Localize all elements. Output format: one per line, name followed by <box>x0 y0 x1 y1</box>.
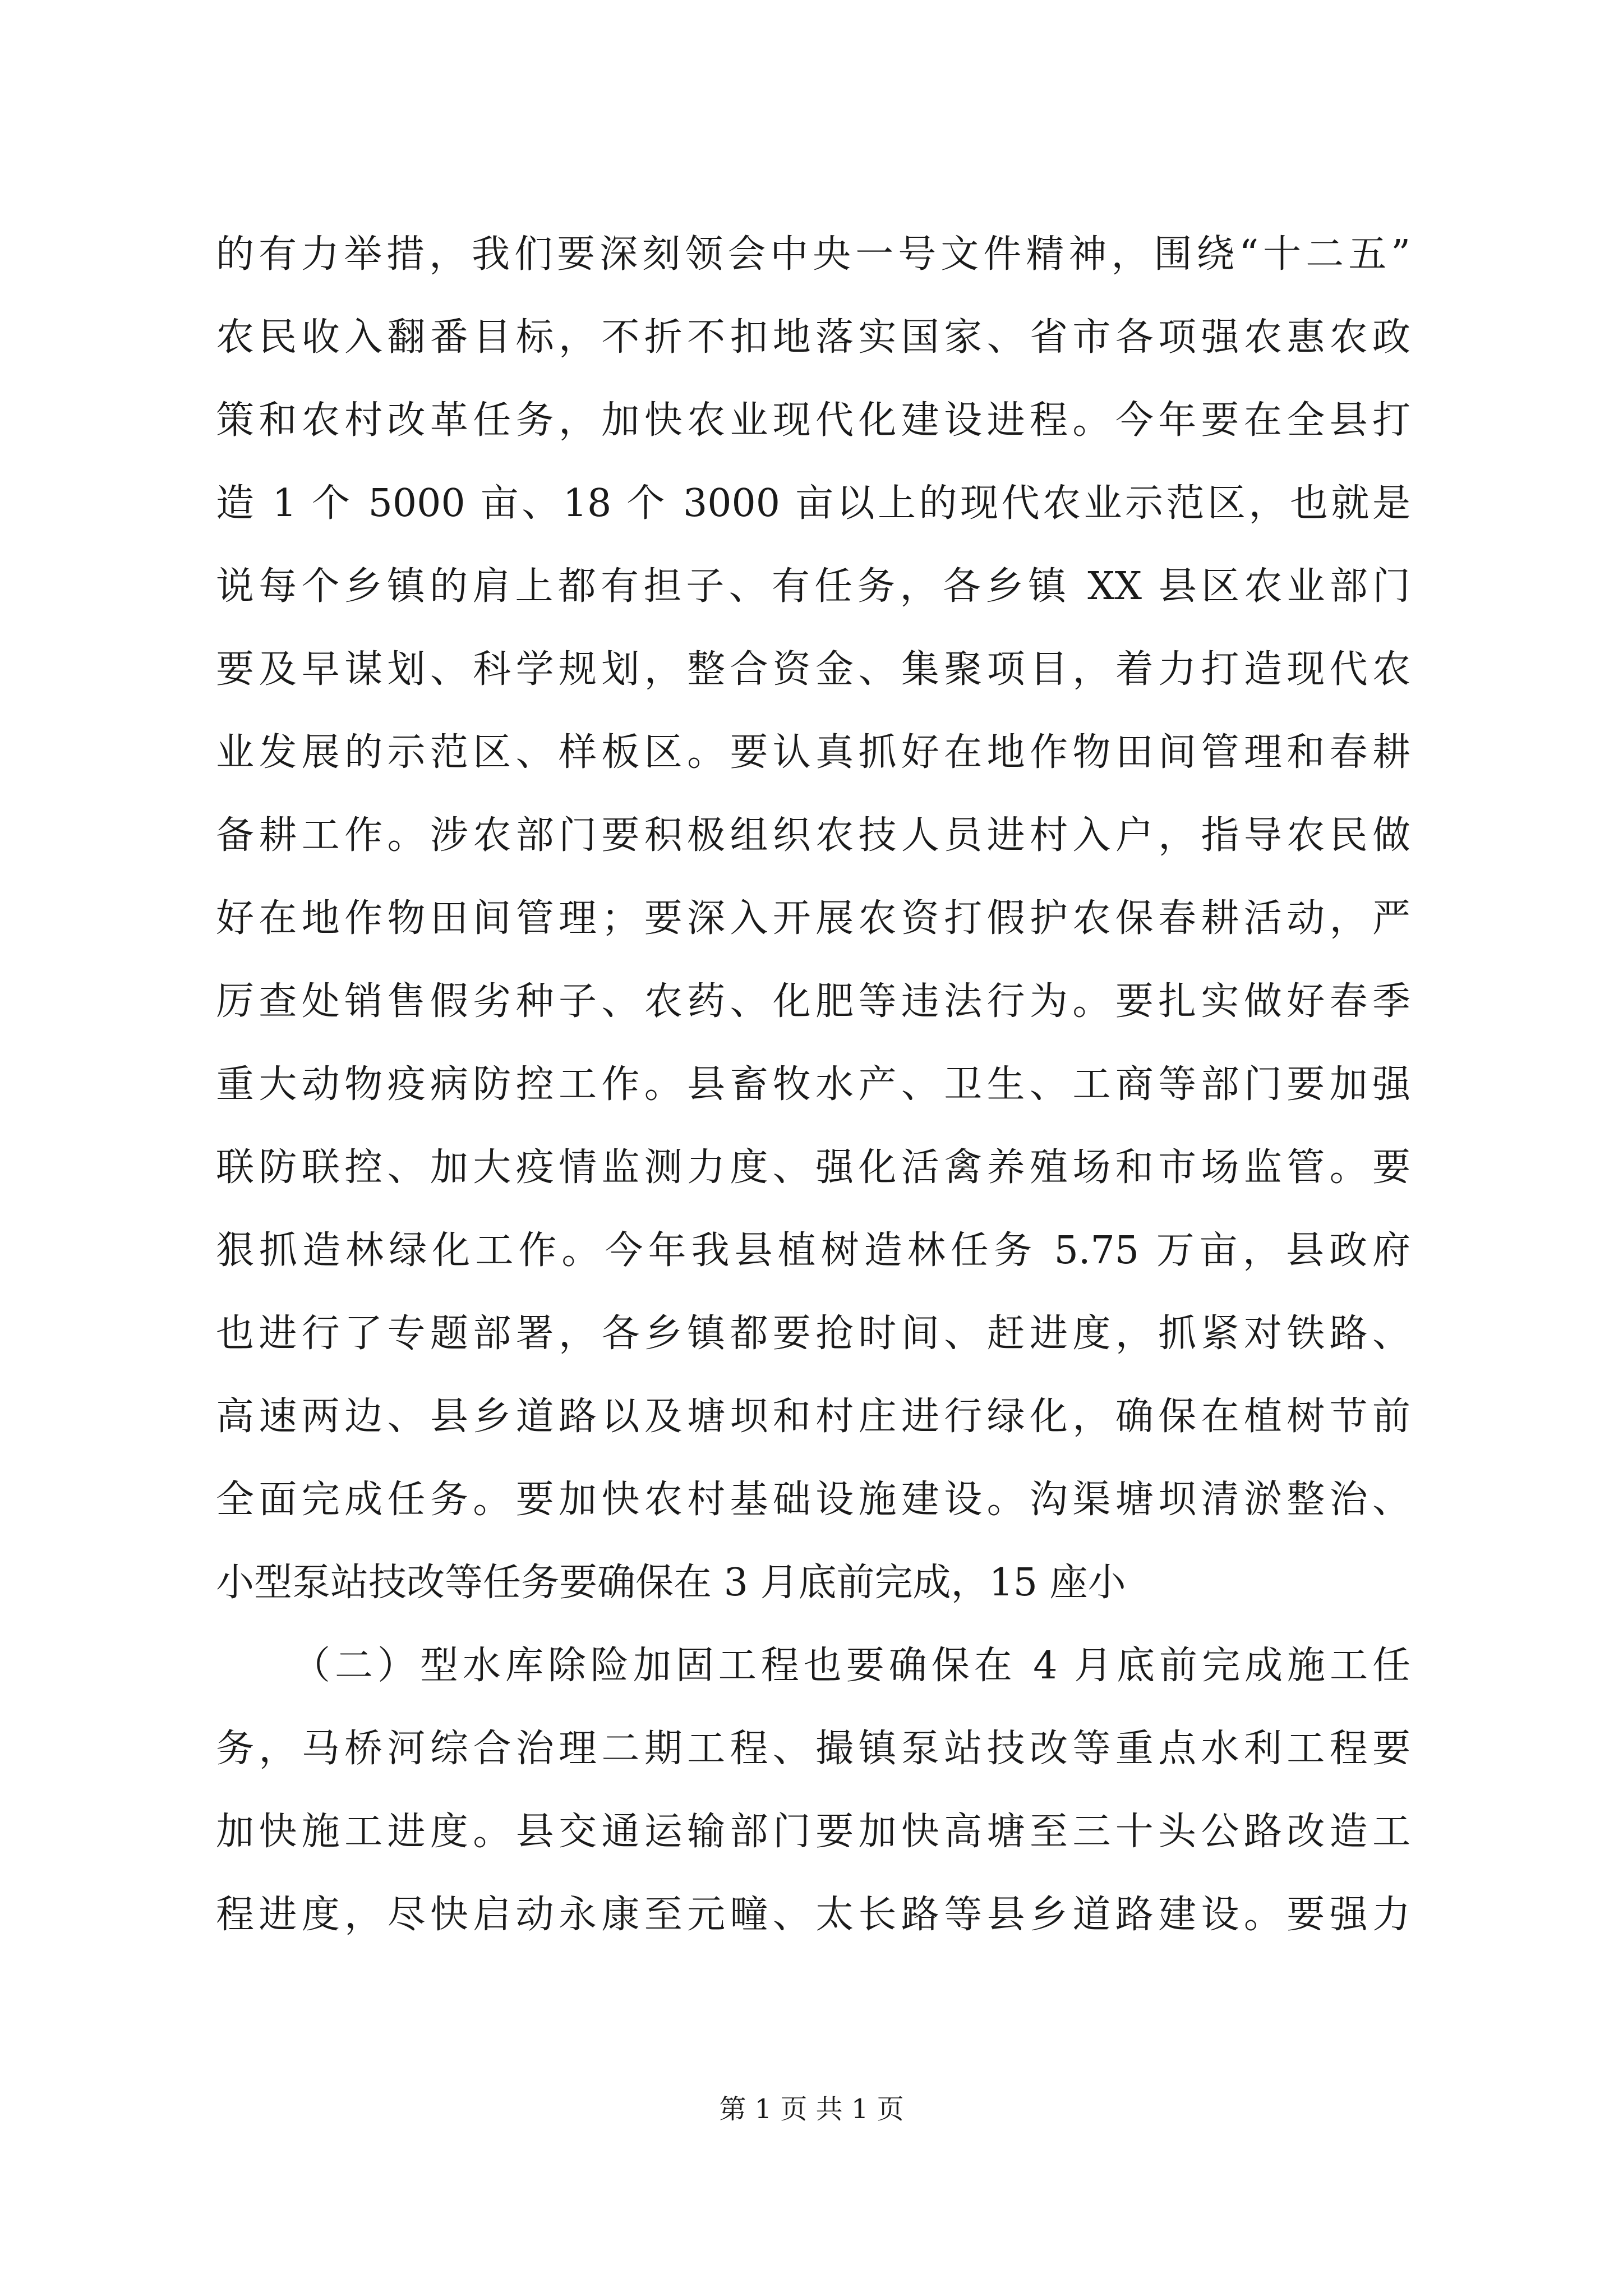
text-line: 小型泵站技改等任务要确保在 3 月底前完成，15 座小 <box>216 1561 1126 1605</box>
text-line: 狠抓造林绿化工作。今年我县植树造林任务 5.75 万亩，县政府 <box>216 1228 1410 1273</box>
text-line: （二）型水库除险加固工程也要确保在 4 月底前完成施工任 <box>292 1644 1410 1688</box>
document-body <box>216 213 1410 1957</box>
text-line: 要及早谋划、科学规划，整合资金、集聚项目，着力打造现代农 <box>216 647 1410 692</box>
text-line: 全面完成任务。要加快农村基础设施建设。沟渠塘坝清淤整治、 <box>216 1478 1410 1522</box>
page-footer <box>0 2092 1623 2126</box>
text-line: 的有力举措，我们要深刻领会中央一号文件精神，围绕“十二五” <box>216 232 1410 277</box>
text-line: 重大动物疫病防控工作。县畜牧水产、卫生、工商等部门要加强 <box>216 1062 1410 1107</box>
text-line: 策和农村改革任务，加快农业现代化建设进程。今年要在全县打 <box>216 398 1410 443</box>
text-line: 造 1 个 5000 亩、18 个 3000 亩以上的现代农业示范区，也就是 <box>216 481 1410 526</box>
text-line: 加快施工进度。县交通运输部门要加快高塘至三十头公路改造工 <box>216 1810 1410 1854</box>
text-line: 业发展的示范区、样板区。要认真抓好在地作物田间管理和春耕 <box>216 730 1410 775</box>
text-line: 农民收入翻番目标，不折不扣地落实国家、省市各项强农惠农政 <box>216 315 1410 360</box>
text-line: 备耕工作。涉农部门要积极组织农技人员进村入户，指导农民做 <box>216 813 1410 858</box>
text-line: 说每个乡镇的肩上都有担子、有任务，各乡镇 XX 县区农业部门 <box>216 564 1410 609</box>
text-line: 高速两边、县乡道路以及塘坝和村庄进行绿化，确保在植树节前 <box>216 1395 1410 1439</box>
page-number-label: 第 1 页 共 1 页 <box>719 2093 904 2125</box>
text-line: 好在地作物田间管理；要深入开展农资打假护农保春耕活动，严 <box>216 896 1410 941</box>
text-line: 厉查处销售假劣种子、农药、化肥等违法行为。要扎实做好春季 <box>216 979 1410 1024</box>
text-line: 联防联控、加大疫情监测力度、强化活禽养殖场和市场监管。要 <box>216 1145 1410 1190</box>
text-line: 程进度，尽快启动永康至元疃、太长路等县乡道路建设。要强力 <box>216 1893 1410 1937</box>
text-line: 务，马桥河综合治理二期工程、撮镇泵站技改等重点水利工程要 <box>216 1727 1410 1771</box>
text-line: 也进行了专题部署，各乡镇都要抢时间、赶进度，抓紧对铁路、 <box>216 1312 1410 1356</box>
